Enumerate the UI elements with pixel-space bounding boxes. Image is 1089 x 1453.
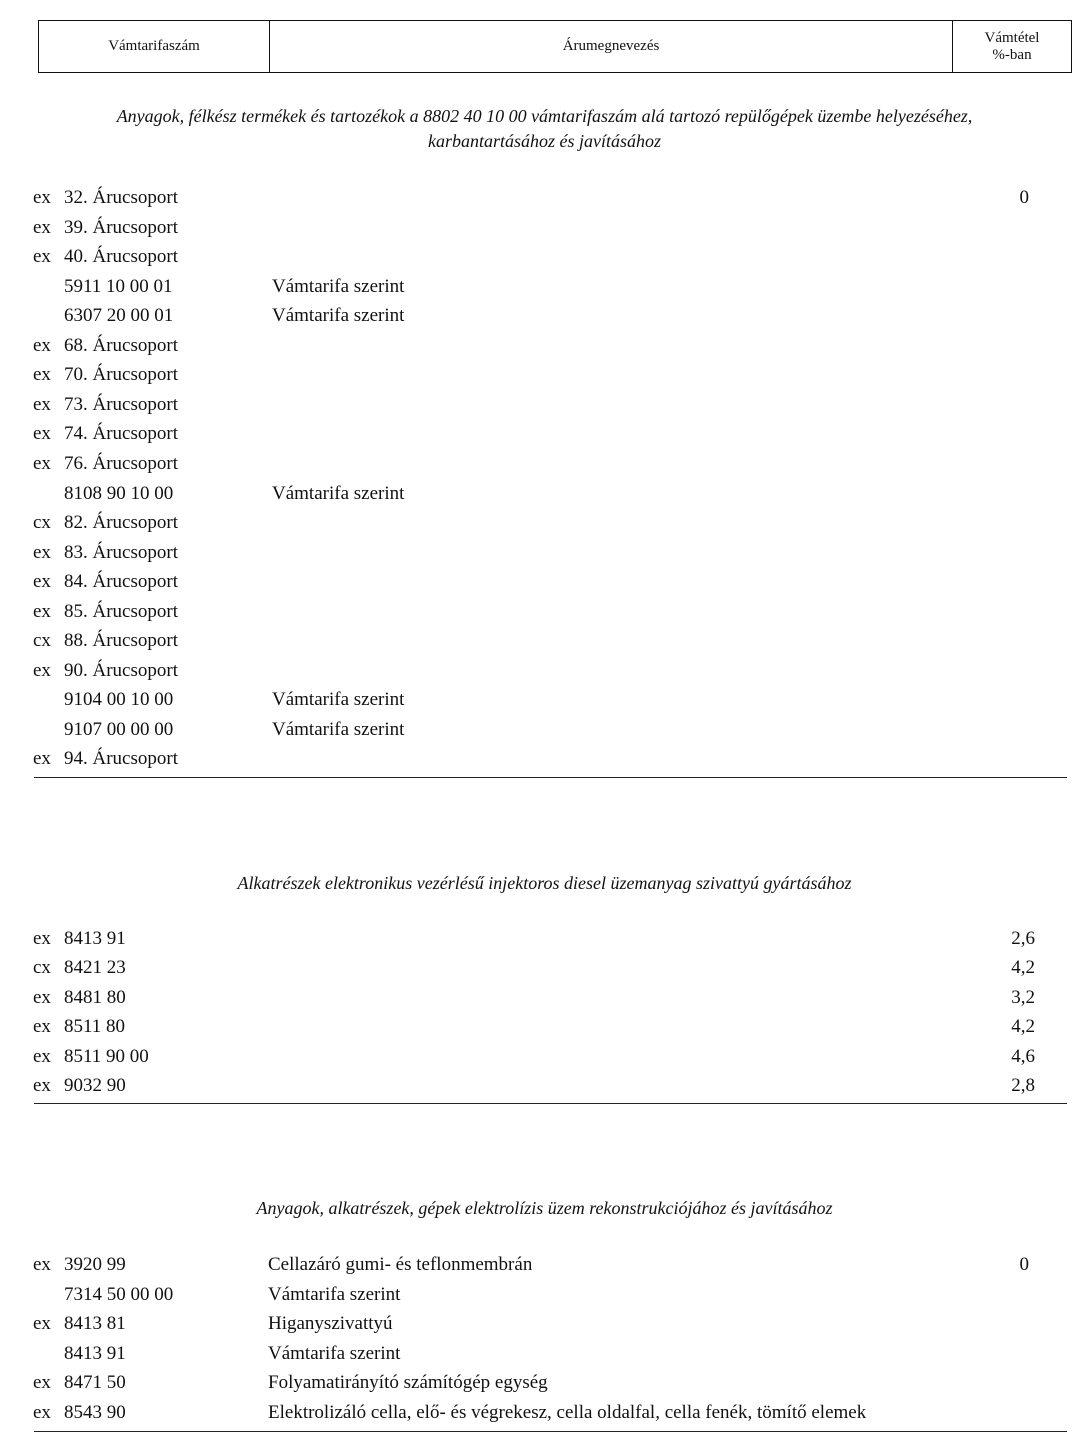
- table-row: [0, 542, 1089, 571]
- header-goods-description: Árumegnevezés: [270, 21, 953, 72]
- tariff-code: 9032 90: [64, 1075, 126, 1096]
- duty-rate: 4,2: [1011, 1016, 1035, 1038]
- tariff-code: 8543 90: [64, 1402, 126, 1423]
- table-row: [0, 660, 1089, 689]
- table-row: [0, 364, 1089, 393]
- goods-description: Cellazáró gumi- és teflonmembrán: [268, 1254, 533, 1275]
- table-row: [0, 1313, 1089, 1342]
- header-duty-rate-line2: %-ban: [992, 46, 1032, 63]
- ex-marker: ex: [33, 1372, 51, 1394]
- tariff-code: 8108 90 10 00: [64, 482, 174, 504]
- ex-marker: ex: [33, 1313, 51, 1335]
- table-row: [0, 1016, 1089, 1045]
- table-row: [0, 335, 1089, 364]
- table-row: [0, 1372, 1089, 1401]
- table-row: [0, 957, 1089, 986]
- table-row: [0, 246, 1089, 275]
- table-row: [0, 601, 1089, 630]
- table-row: [0, 1075, 1089, 1104]
- tariff-code: 8421 23: [64, 957, 126, 979]
- tariff-code: 70. Árucsoport: [64, 364, 178, 386]
- goods-description: Vámtarifa szerint: [272, 482, 405, 504]
- goods-description: Vámtarifa szerint: [268, 1283, 401, 1305]
- tariff-code: 8511 90 00: [64, 1045, 149, 1067]
- header-tariff-number: Vámtarifaszám: [39, 21, 270, 72]
- ex-marker: cx: [33, 630, 51, 652]
- ex-marker: ex: [33, 334, 51, 356]
- ex-marker: cx: [33, 512, 51, 534]
- table-row: [0, 423, 1089, 452]
- section1-title-line2: karbantartásához és javításához: [427, 131, 661, 151]
- tariff-code: 9104 00 10 00: [64, 689, 174, 711]
- tariff-code: 40. Árucsoport: [64, 246, 178, 268]
- tariff-code: 7314 50 00 00: [64, 1283, 174, 1305]
- tariff-code: 8511 80: [64, 1016, 126, 1038]
- tariff-code: 8413 91: [64, 1342, 126, 1364]
- header-duty-rate-line1: Vámtétel: [984, 29, 1040, 46]
- tariff-code: 9107 00 00 00: [64, 718, 174, 740]
- tariff-code: 8471 50: [64, 1372, 126, 1394]
- tariff-code: 83. Árucsoport: [64, 541, 178, 563]
- table-row: [0, 1343, 1089, 1372]
- section1-title-line1: Anyagok, félkész termékek és tartozékok a 8802 40 10 00 vámtarifaszám alá tartozó repülőgépek üzembe helyezéséhez,: [116, 106, 973, 126]
- table-row: [0, 1046, 1089, 1075]
- table-row: [0, 928, 1089, 957]
- table-row: [0, 571, 1089, 600]
- goods-description: Vámtarifa szerint: [272, 718, 405, 740]
- table-row: [0, 630, 1089, 659]
- goods-description: Folyamatirányító számítógép egység: [268, 1372, 548, 1394]
- ex-marker: ex: [33, 748, 51, 770]
- tariff-code: 84. Árucsoport: [64, 571, 178, 593]
- tariff-code: 8481 80: [64, 986, 126, 1008]
- table-header: [38, 20, 1072, 73]
- duty-rate: 2,8: [1011, 1075, 1035, 1096]
- tariff-code: 76. Árucsoport: [64, 452, 178, 474]
- ex-marker: ex: [33, 246, 51, 268]
- table-row: [0, 394, 1089, 423]
- ex-marker: ex: [33, 452, 51, 474]
- header-duty-rate: [953, 21, 1071, 72]
- table-row: [0, 453, 1089, 482]
- duty-rate: 3,2: [1011, 986, 1035, 1008]
- table-row: [0, 217, 1089, 246]
- ex-marker: ex: [33, 1254, 51, 1275]
- table-row: [0, 1254, 1089, 1283]
- section1-divider: [34, 777, 1067, 778]
- ex-marker: ex: [33, 187, 51, 208]
- ex-marker: ex: [33, 928, 51, 949]
- tariff-code: 73. Árucsoport: [64, 393, 178, 415]
- goods-description: Elektrolizáló cella, elő- és végrekesz, cella oldalfal, cella fenék, tömítő elemek: [268, 1402, 867, 1423]
- ex-marker: ex: [33, 571, 51, 593]
- tariff-code: 5911 10 00 01: [64, 275, 173, 297]
- section3-divider: [34, 1431, 1067, 1432]
- tariff-code: 85. Árucsoport: [64, 600, 178, 622]
- duty-rate: 4,6: [1011, 1045, 1035, 1067]
- table-row: [0, 305, 1089, 334]
- tariff-code: 90. Árucsoport: [64, 659, 178, 681]
- goods-description: Vámtarifa szerint: [268, 1342, 401, 1364]
- tariff-code: 68. Árucsoport: [64, 334, 178, 356]
- ex-marker: cx: [33, 957, 51, 979]
- section1-title: [0, 104, 1089, 154]
- table-row: [0, 512, 1089, 541]
- ex-marker: ex: [33, 1016, 51, 1038]
- table-row: [0, 987, 1089, 1016]
- table-row: [0, 1284, 1089, 1313]
- tariff-code: 8413 91: [64, 928, 126, 949]
- ex-marker: ex: [33, 986, 51, 1008]
- ex-marker: ex: [33, 216, 51, 238]
- goods-description: Vámtarifa szerint: [272, 305, 405, 327]
- ex-marker: ex: [33, 1045, 51, 1067]
- goods-description: Vámtarifa szerint: [272, 275, 405, 297]
- goods-description: Vámtarifa szerint: [272, 689, 405, 711]
- goods-description: Higanyszivattyú: [268, 1313, 393, 1335]
- tariff-code: 94. Árucsoport: [64, 748, 178, 770]
- section2-divider: [34, 1103, 1067, 1104]
- section3-title: Anyagok, alkatrészek, gépek elektrolízis üzem rekonstrukciójához és javításához: [256, 1198, 833, 1218]
- ex-marker: ex: [33, 541, 51, 563]
- tariff-code: 82. Árucsoport: [64, 512, 178, 534]
- table-row: [0, 689, 1089, 718]
- duty-rate: 4,2: [1011, 957, 1035, 979]
- tariff-code: 6307 20 00 01: [64, 305, 174, 327]
- table-row: [0, 483, 1089, 512]
- table-row: [0, 719, 1089, 748]
- ex-marker: ex: [33, 659, 51, 681]
- duty-rate: 0: [1019, 1254, 1029, 1275]
- tariff-code: 39. Árucsoport: [64, 216, 178, 238]
- ex-marker: ex: [33, 393, 51, 415]
- ex-marker: ex: [33, 1075, 51, 1096]
- table-row: [0, 187, 1089, 216]
- ex-marker: ex: [33, 600, 51, 622]
- tariff-code: 88. Árucsoport: [64, 630, 178, 652]
- table-row: [0, 276, 1089, 305]
- table-row: [0, 748, 1089, 777]
- duty-rate: 2,6: [1011, 928, 1035, 949]
- duty-rate: 0: [1019, 187, 1029, 208]
- tariff-code: 74. Árucsoport: [64, 423, 178, 445]
- section2-title: Alkatrészek elektronikus vezérlésű injektoros diesel üzemanyag szivattyú gyártásához: [237, 873, 852, 893]
- ex-marker: ex: [33, 364, 51, 386]
- ex-marker: ex: [33, 1402, 51, 1423]
- tariff-code: 32. Árucsoport: [64, 187, 178, 208]
- tariff-code: 8413 81: [64, 1313, 126, 1335]
- ex-marker: ex: [33, 423, 51, 445]
- tariff-code: 3920 99: [64, 1254, 126, 1275]
- table-row: [0, 1402, 1089, 1431]
